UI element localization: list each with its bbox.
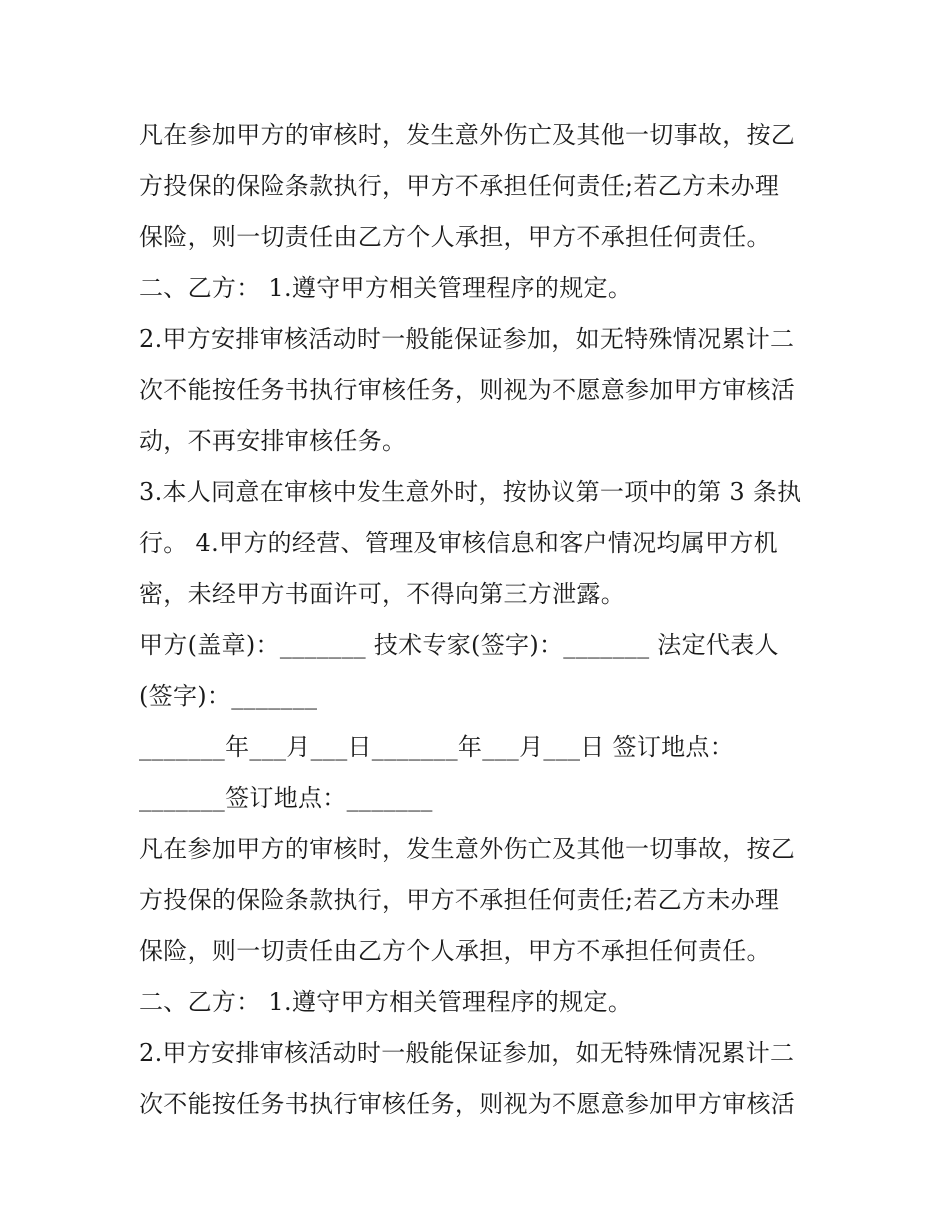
signature-line: 甲方(盖章)：_______ 技术专家(签字)：_______ 法定代表人 [139, 631, 779, 659]
text-line: 3.本人同意在审核中发生意外时，按协议第一项中的第 3 条执 [139, 478, 802, 506]
text-line: 保险，则一切责任由乙方个人承担，甲方不承担任何责任。 [139, 223, 771, 251]
text-line: 动，不再安排审核任务。 [139, 427, 407, 455]
text-line: 密，未经甲方书面许可，不得向第三方泄露。 [139, 580, 625, 608]
text-line: 行。 4.甲方的经营、管理及审核信息和客户情况均属甲方机 [139, 529, 778, 557]
text-line: 次不能按任务书执行审核任务，则视为不愿意参加甲方审核活 [139, 376, 796, 404]
text-line: 2.甲方安排审核活动时一般能保证参加，如无特殊情况累计二 [139, 325, 795, 353]
section-heading-line: 二、乙方： 1.遵守甲方相关管理程序的规定。 [139, 274, 633, 302]
text-line: 方投保的保险条款执行，甲方不承担任何责任;若乙方未办理 [139, 886, 780, 914]
document-body [139, 110, 819, 1130]
section-heading-line: 二、乙方： 1.遵守甲方相关管理程序的规定。 [139, 988, 633, 1016]
text-line: 凡在参加甲方的审核时，发生意外伤亡及其他一切事故，按乙 [139, 121, 796, 149]
date-line: _______年___月___日_______年___月___日 签订地点： [139, 733, 735, 761]
text-line: 次不能按任务书执行审核任务，则视为不愿意参加甲方审核活 [139, 1090, 796, 1118]
text-line: 保险，则一切责任由乙方个人承担，甲方不承担任何责任。 [139, 937, 771, 965]
signing-place-line: _______签订地点：_______ [139, 784, 433, 812]
signature-line: (签字)：_______ [139, 682, 318, 710]
text-line: 2.甲方安排审核活动时一般能保证参加，如无特殊情况累计二 [139, 1039, 795, 1067]
text-line: 方投保的保险条款执行，甲方不承担任何责任;若乙方未办理 [139, 172, 780, 200]
text-line: 凡在参加甲方的审核时，发生意外伤亡及其他一切事故，按乙 [139, 835, 796, 863]
